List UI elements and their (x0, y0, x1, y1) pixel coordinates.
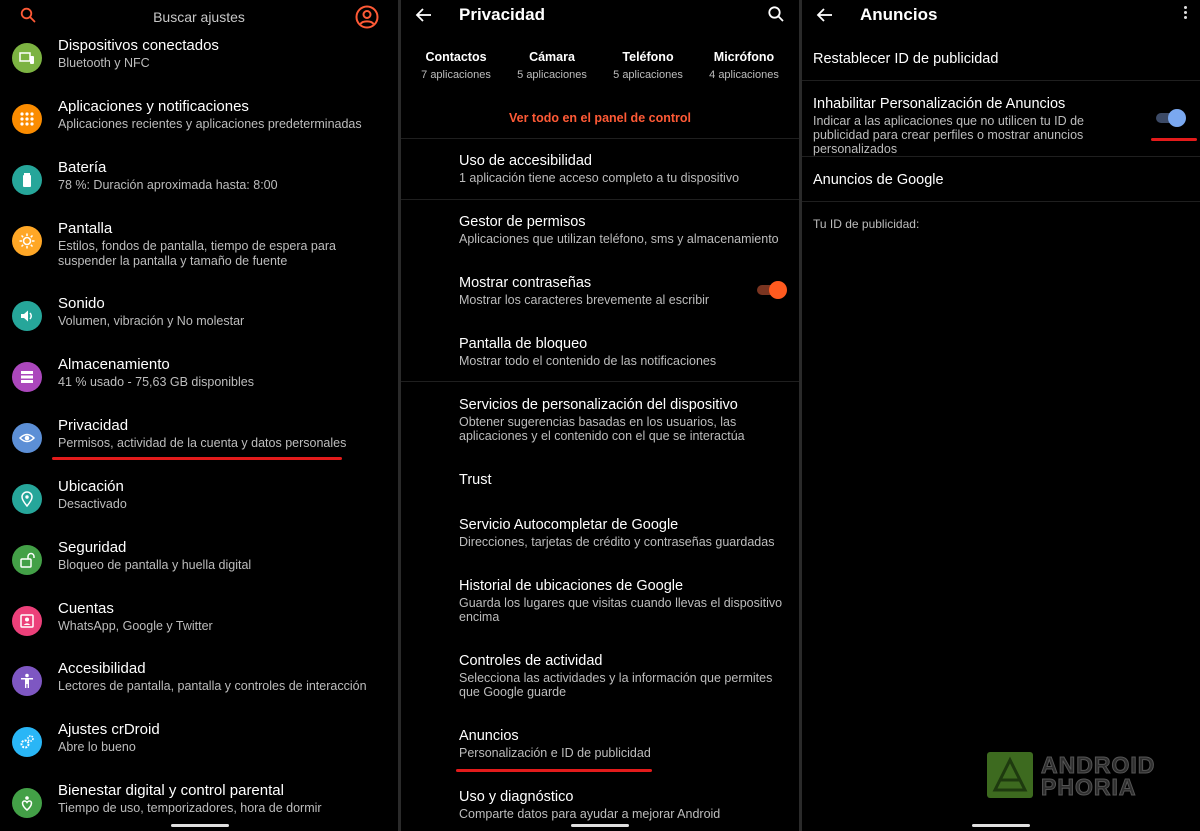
settings-item-title: Aplicaciones y notificaciones (58, 98, 249, 115)
advertising-id-label: Tu ID de publicidad: (813, 217, 920, 231)
permission-phone[interactable] (600, 50, 696, 81)
divider (401, 138, 799, 139)
settings-item-title: Accesibilidad (58, 660, 146, 677)
settings-item-subtitle: 78 %: Duración aproximada hasta: 8:00 (58, 178, 278, 192)
privacy-item-usage-diagnostics[interactable] (401, 789, 799, 829)
settings-item-title: Sonido (58, 295, 105, 312)
storage-icon (12, 362, 42, 392)
settings-item-title: Ajustes crDroid (58, 721, 160, 738)
back-arrow-icon[interactable] (415, 6, 433, 24)
privacy-item-accessibility-usage[interactable] (401, 153, 799, 197)
settings-item-security[interactable] (0, 539, 398, 600)
ads-item-subtitle: Indicar a las aplicaciones que no utilicen tu ID de publicidad para crear perfiles o mostrar anuncios personalizados (813, 114, 1084, 156)
highlight-underline (1151, 138, 1197, 141)
settings-item-subtitle: Bluetooth y NFC (58, 56, 150, 70)
account-circle-icon[interactable] (355, 5, 379, 29)
privacy-item-title: Controles de actividad (459, 653, 603, 669)
settings-item-battery[interactable] (0, 159, 398, 220)
settings-item-location[interactable] (0, 478, 398, 539)
settings-item-title: Bienestar digital y control parental (58, 782, 284, 799)
gesture-nav-bar[interactable] (171, 824, 229, 827)
settings-item-display[interactable] (0, 220, 398, 281)
settings-item-subtitle: Permisos, actividad de la cuenta y datos personales (58, 436, 347, 450)
settings-item-subtitle: WhatsApp, Google y Twitter (58, 619, 213, 633)
overflow-menu-icon[interactable] (1184, 6, 1188, 22)
privacy-item-subtitle: Personalización e ID de publicidad (459, 746, 651, 760)
settings-item-subtitle: Desactivado (58, 497, 127, 511)
watermark-line1: ANDROID (1041, 752, 1156, 778)
settings-item-title: Dispositivos conectados (58, 37, 219, 54)
permission-count: 7 aplicaciones (421, 69, 491, 81)
privacy-panel (401, 0, 799, 831)
divider (802, 201, 1200, 202)
highlight-underline (456, 769, 652, 772)
androidphoria-watermark (987, 752, 1177, 800)
opt-out-ads-toggle[interactable] (1156, 109, 1188, 127)
settings-item-subtitle: Volumen, vibración y No molestar (58, 314, 245, 328)
page-title: Privacidad (459, 5, 545, 24)
watermark-line2: PHORIA (1041, 774, 1137, 800)
privacy-item-title: Uso y diagnóstico (459, 789, 574, 805)
settings-item-subtitle: Estilos, fondos de pantalla, tiempo de espera para suspender la pantalla y tamaño de fuente (58, 239, 336, 268)
settings-item-connected-devices[interactable] (0, 37, 398, 98)
permission-count: 4 aplicaciones (709, 69, 779, 81)
ads-item-title: Anuncios de Google (813, 172, 944, 188)
settings-item-storage[interactable] (0, 356, 398, 417)
settings-panel (0, 0, 398, 831)
volume-icon (12, 301, 42, 331)
privacy-item-title: Servicios de personalización del dispositivo (459, 397, 738, 413)
settings-item-subtitle: Lectores de pantalla, pantalla y controles de interacción (58, 679, 367, 693)
settings-item-title: Almacenamiento (58, 356, 170, 373)
privacy-item-subtitle: Direcciones, tarjetas de crédito y contraseñas guardadas (459, 535, 775, 549)
android-logo-icon (987, 752, 1033, 798)
reset-advertising-id[interactable] (802, 51, 1200, 73)
settings-item-privacy[interactable] (0, 417, 398, 478)
permission-contacts[interactable] (408, 50, 504, 81)
gesture-nav-bar[interactable] (972, 824, 1030, 827)
privacy-item-title: Historial de ubicaciones de Google (459, 578, 684, 594)
google-ads-link[interactable] (802, 172, 1200, 194)
permission-count: 5 aplicaciones (517, 69, 587, 81)
privacy-item-title: Mostrar contraseñas (459, 275, 592, 291)
settings-item-sound[interactable] (0, 295, 398, 356)
account-box-icon (12, 606, 42, 636)
privacy-item-trust[interactable] (401, 472, 799, 496)
ads-panel (802, 0, 1200, 831)
lock-open-icon (12, 545, 42, 575)
page-title: Anuncios (860, 5, 938, 24)
privacy-eye-icon (12, 423, 42, 453)
gesture-nav-bar[interactable] (571, 824, 629, 827)
settings-item-title: Ubicación (58, 478, 124, 495)
permission-label: Cámara (529, 50, 575, 64)
brightness-icon (12, 226, 42, 256)
privacy-item-subtitle: Guarda los lugares que visitas cuando llevas el dispositivo encima (459, 596, 783, 624)
settings-item-subtitle: Tiempo de uso, temporizadores, hora de dormir (58, 801, 322, 815)
privacy-item-title: Trust (459, 472, 492, 488)
settings-item-subtitle: Abre lo bueno (58, 740, 136, 754)
divider (802, 80, 1200, 81)
opt-out-ads-personalization[interactable] (802, 96, 1200, 156)
location-pin-icon (12, 484, 42, 514)
settings-item-subtitle: 41 % usado - 75,63 GB disponibles (58, 375, 254, 389)
back-arrow-icon[interactable] (816, 6, 834, 24)
privacy-item-title: Servicio Autocompletar de Google (459, 517, 679, 533)
privacy-item-permission-manager[interactable] (401, 214, 799, 258)
privacy-item-google-autofill[interactable] (401, 517, 799, 561)
divider (401, 199, 799, 200)
search-placeholder[interactable]: Buscar ajustes (153, 9, 245, 25)
permission-count: 5 aplicaciones (613, 69, 683, 81)
privacy-item-title: Gestor de permisos (459, 214, 586, 230)
privacy-item-subtitle: Comparte datos para ayudar a mejorar Android (459, 807, 721, 821)
settings-item-title: Seguridad (58, 539, 127, 556)
privacy-item-title: Anuncios (459, 728, 519, 744)
privacy-item-show-passwords[interactable] (401, 275, 799, 319)
permission-label: Micrófono (713, 50, 775, 64)
privacy-item-subtitle: Mostrar todo el contenido de las notificaciones (459, 354, 717, 368)
privacy-item-personalization-services[interactable] (401, 397, 799, 457)
search-bar[interactable] (0, 0, 398, 34)
show-passwords-toggle[interactable] (757, 281, 789, 299)
privacy-item-title: Pantalla de bloqueo (459, 336, 588, 352)
privacy-app-bar (401, 0, 799, 32)
privacy-item-ads[interactable] (401, 728, 799, 772)
gears-icon (12, 727, 42, 757)
settings-item-title: Cuentas (58, 600, 114, 617)
privacy-item-activity-controls[interactable] (401, 653, 799, 713)
settings-item-title: Batería (58, 159, 107, 176)
highlight-underline (52, 457, 342, 460)
settings-item-subtitle: Bloqueo de pantalla y huella digital (58, 558, 252, 572)
apps-grid-icon (12, 104, 42, 134)
settings-item-accessibility[interactable] (0, 660, 398, 721)
ads-app-bar (802, 0, 1200, 32)
settings-item-crdroid[interactable] (0, 721, 398, 782)
settings-item-title: Privacidad (58, 417, 129, 434)
privacy-item-subtitle: Mostrar los caracteres brevemente al escribir (459, 293, 710, 307)
privacy-item-subtitle: Aplicaciones que utilizan teléfono, sms y almacenamiento (459, 232, 779, 246)
divider (401, 381, 799, 382)
permission-camera[interactable] (504, 50, 600, 81)
permission-microphone[interactable] (696, 50, 792, 81)
accessibility-icon (12, 666, 42, 696)
search-icon[interactable] (767, 5, 785, 23)
settings-item-accounts[interactable] (0, 600, 398, 661)
settings-item-apps[interactable] (0, 98, 398, 159)
permission-label: Contactos (425, 50, 487, 64)
view-all-dashboard-link[interactable]: Ver todo en el panel de control (509, 111, 691, 125)
privacy-item-subtitle: Obtener sugerencias basadas en los usuarios, las aplicaciones y el contenido con el que se interactúa (459, 415, 745, 443)
permission-label: Teléfono (622, 50, 674, 64)
privacy-item-subtitle: Selecciona las actividades y la información que permites que Google guarde (459, 671, 773, 699)
ads-item-title: Inhabilitar Personalización de Anuncios (813, 96, 1066, 112)
settings-item-subtitle: Aplicaciones recientes y aplicaciones predeterminadas (58, 117, 362, 131)
divider (802, 156, 1200, 157)
heart-person-icon (12, 788, 42, 818)
privacy-item-title: Uso de accesibilidad (459, 153, 592, 169)
privacy-item-subtitle: 1 aplicación tiene acceso completo a tu dispositivo (459, 171, 740, 185)
ads-item-title: Restablecer ID de publicidad (813, 51, 999, 67)
battery-icon (12, 165, 42, 195)
privacy-item-location-history[interactable] (401, 578, 799, 638)
privacy-item-lock-screen[interactable] (401, 336, 799, 380)
devices-icon (12, 43, 42, 73)
settings-item-title: Pantalla (58, 220, 113, 237)
